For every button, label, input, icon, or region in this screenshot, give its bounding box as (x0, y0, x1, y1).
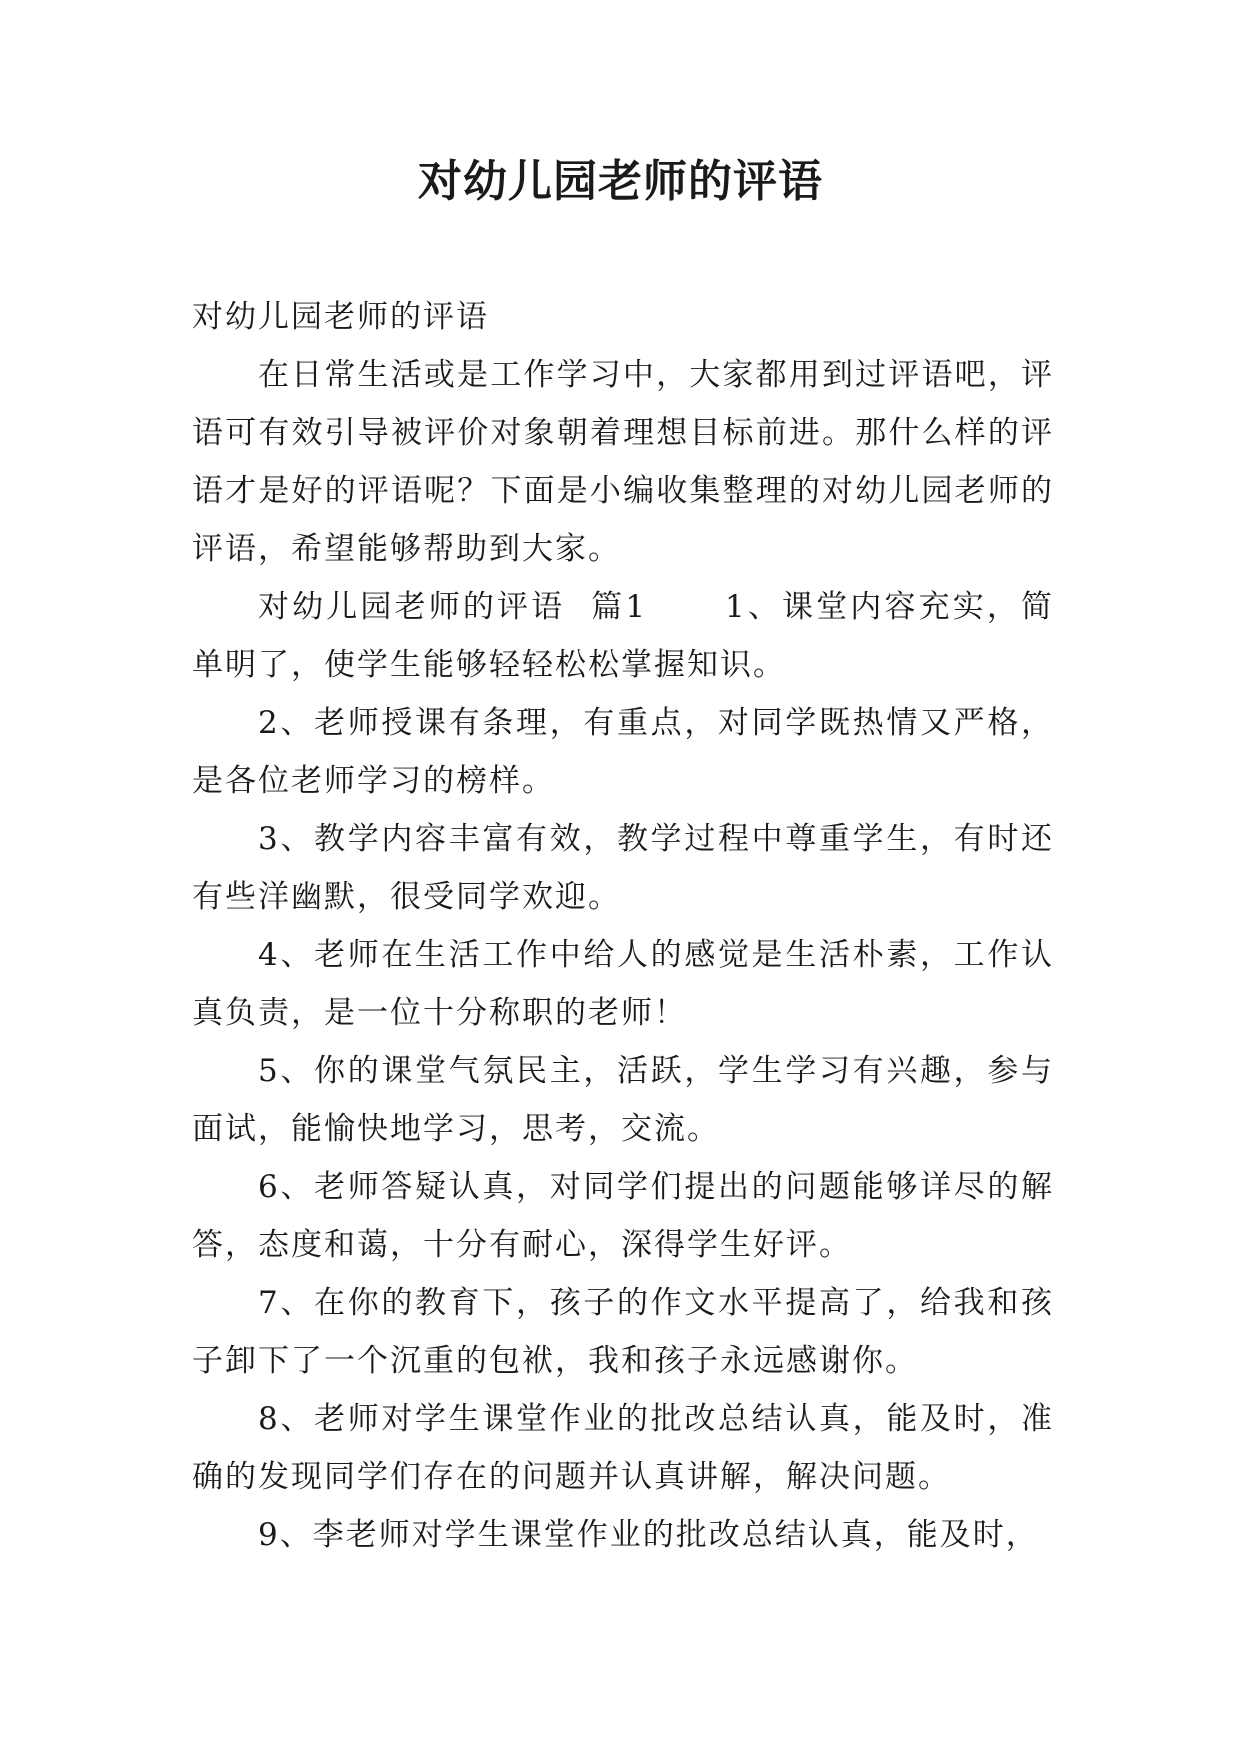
paragraph: 9、李老师对学生课堂作业的批改总结认真，能及时， (258, 1517, 1039, 1553)
paragraph: 在日常生活或是工作学习中，大家都用到过评语吧，评语可有效引导被评价对象朝着理想目标前进。那什么样的评语才是好的评语呢？下面是小编收集整理的对幼儿园老师的评语，希望能够帮助到大家。 (192, 357, 1054, 567)
paragraph: 8、老师对学生课堂作业的批改总结认真，能及时，准确的发现同学们存在的问题并认真讲解，解决问题。 (192, 1401, 1054, 1495)
document-subtitle: 对幼儿园老师的评语 (192, 299, 489, 335)
document-body (192, 288, 1054, 1564)
document-title: 对幼儿园老师的评语 (418, 156, 823, 207)
paragraph: 7、在你的教育下，孩子的作文水平提高了，给我和孩子卸下了一个沉重的包袱，我和孩子永远感谢你。 (192, 1285, 1054, 1379)
paragraph: 4、老师在生活工作中给人的感觉是生活朴素，工作认真负责，是一位十分称职的老师！ (192, 937, 1054, 1031)
paragraph: 2、老师授课有条理，有重点，对同学既热情又严格，是各位老师学习的榜样。 (192, 705, 1054, 799)
paragraph: 对幼儿园老师的评语 篇1 1、课堂内容充实，简单明了，使学生能够轻轻松松掌握知识。 (192, 589, 1054, 683)
paragraph: 6、老师答疑认真，对同学们提出的问题能够详尽的解答，态度和蔼，十分有耐心，深得学生好评。 (192, 1169, 1054, 1263)
paragraph: 5、你的课堂气氛民主，活跃，学生学习有兴趣，参与面试，能愉快地学习，思考，交流。 (192, 1053, 1054, 1147)
paragraph: 3、教学内容丰富有效，教学过程中尊重学生，有时还有些洋幽默，很受同学欢迎。 (192, 821, 1054, 915)
